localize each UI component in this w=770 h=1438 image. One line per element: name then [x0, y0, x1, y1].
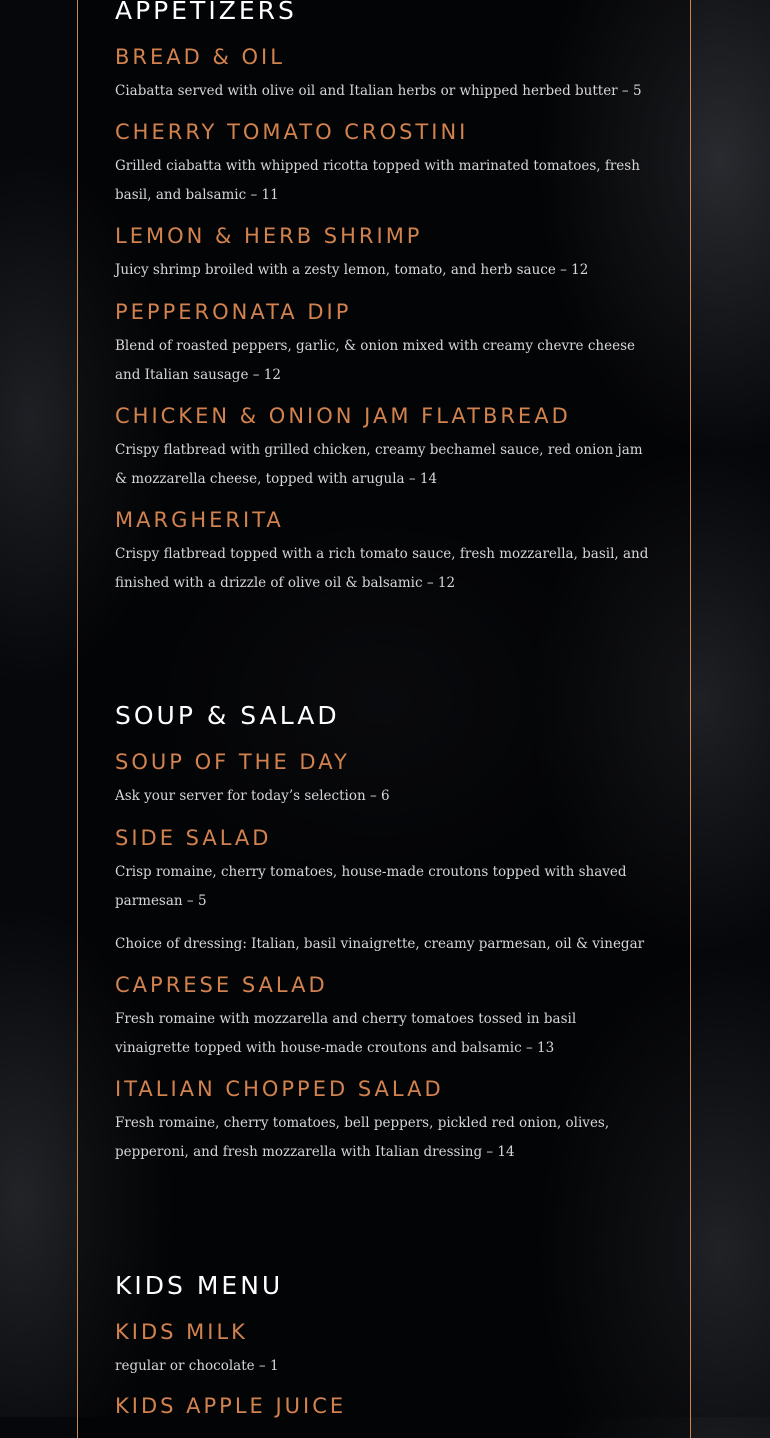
item-name-kids-apple-juice: KIDS APPLE JUICE: [115, 1394, 347, 1418]
item-name-bread-oil: BREAD & OIL: [115, 45, 285, 69]
item-name-margherita: MARGHERITA: [115, 508, 284, 532]
section-title-soup-salad: SOUP & SALAD: [115, 701, 340, 730]
item-desc-kids-milk: regular or chocolate – 1: [115, 1358, 279, 1374]
item-desc-italian-chopped-salad: Fresh romaine, cherry tomatoes, bell peppers, pickled red onion, olives, pepperoni, and fresh mozzarella with Italian dressing – 14: [115, 1115, 610, 1160]
item-desc-caprese-salad: Fresh romaine with mozzarella and cherry tomatoes tossed in basil vinaigrette topped with house-made croutons and balsamic – 13: [115, 1011, 577, 1056]
item-desc-pepperonata-dip: Blend of roasted peppers, garlic, & onion mixed with creamy chevre cheese and Italian sausage – 12: [115, 338, 635, 383]
item-name-lemon-herb-shrimp: LEMON & HERB SHRIMP: [115, 224, 423, 248]
item-name-kids-milk: KIDS MILK: [115, 1320, 248, 1344]
item-desc-side-salad: Crisp romaine, cherry tomatoes, house-made croutons topped with shaved parmesan – 5: [115, 864, 627, 909]
section-title-appetizers: APPETIZERS: [115, 0, 297, 25]
item-name-soup-of-the-day: SOUP OF THE DAY: [115, 750, 350, 774]
item-name-cherry-tomato-crostini: CHERRY TOMATO CROSTINI: [115, 120, 469, 144]
item-name-side-salad: SIDE SALAD: [115, 826, 272, 850]
item-desc-chicken-onion-jam-flatbread: Crispy flatbread with grilled chicken, creamy bechamel sauce, red onion jam & mozzarella cheese, topped with arugula – 14: [115, 442, 643, 487]
item-desc-cherry-tomato-crostini: Grilled ciabatta with whipped ricotta topped with marinated tomatoes, fresh basil, and balsamic – 11: [115, 158, 640, 203]
item-name-italian-chopped-salad: ITALIAN CHOPPED SALAD: [115, 1077, 444, 1101]
item-desc-lemon-herb-shrimp: Juicy shrimp broiled with a zesty lemon, tomato, and herb sauce – 12: [115, 262, 589, 278]
section-title-kids-menu: KIDS MENU: [115, 1271, 284, 1300]
item-desc-soup-of-the-day: Ask your server for today’s selection – 6: [115, 788, 390, 804]
item-desc-bread-oil: Ciabatta served with olive oil and Italian herbs or whipped herbed butter – 5: [115, 83, 642, 99]
item-name-pepperonata-dip: PEPPERONATA DIP: [115, 300, 352, 324]
item-name-chicken-onion-jam-flatbread: CHICKEN & ONION JAM FLATBREAD: [115, 404, 571, 428]
item-desc-margherita: Crispy flatbread topped with a rich tomato sauce, fresh mozzarella, basil, and finished with a drizzle of olive oil & balsamic – 12: [115, 546, 649, 591]
item-name-caprese-salad: CAPRESE SALAD: [115, 973, 328, 997]
item-note-side-salad-dressing: Choice of dressing: Italian, basil vinaigrette, creamy parmesan, oil & vinegar: [115, 936, 645, 952]
